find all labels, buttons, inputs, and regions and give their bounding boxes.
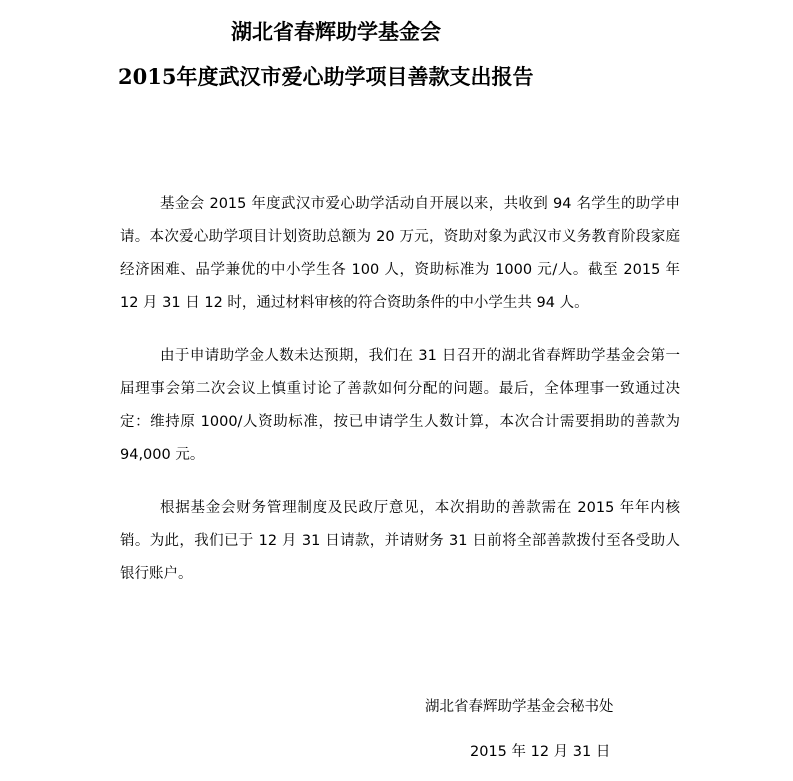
report-body <box>120 188 680 611</box>
organization-title: 湖北省春辉助学基金会 <box>231 19 441 44</box>
signature-date: 2015 年 12 月 31 日 <box>470 744 611 760</box>
paragraph-disbursement: 根据基金会财务管理制度及民政厅意见，本次捐助的善款需在 2015 年年内核销。为此，我们已于 12 月 31 日请款，并请财务 31 日前将全部善款拨付至各受助人银行账户。 <box>120 500 680 582</box>
paragraph-board-decision: 由于申请助学金人数未达预期，我们在 31 日召开的湖北省春辉助学基金会第一届理事会第二次会议上慎重讨论了善款如何分配的问题。最后，全体理事一致通过决定：维持原 1000/人资助标准，按已申请学生人数计算，本次合计需要捐助的善款为 94,000 元。 <box>120 348 680 463</box>
signature-line: 湖北省春辉助学基金会秘书处 <box>425 699 614 715</box>
paragraph-application-summary: 基金会 2015 年度武汉市爱心助学活动自开展以来，共收到 94 名学生的助学申请。本次爱心助学项目计划资助总额为 20 万元，资助对象为武汉市义务教育阶段家庭经济困难、品学兼优的中小学生各 100 人，资助标准为 1000 元/人。截至 2015 年 12 月 31 日 12 时，通过材料审核的符合资助条件的中小学生共 94 人。 <box>120 196 680 311</box>
report-title: 2015年度武汉市爱心助学项目善款支出报告 <box>118 64 534 89</box>
